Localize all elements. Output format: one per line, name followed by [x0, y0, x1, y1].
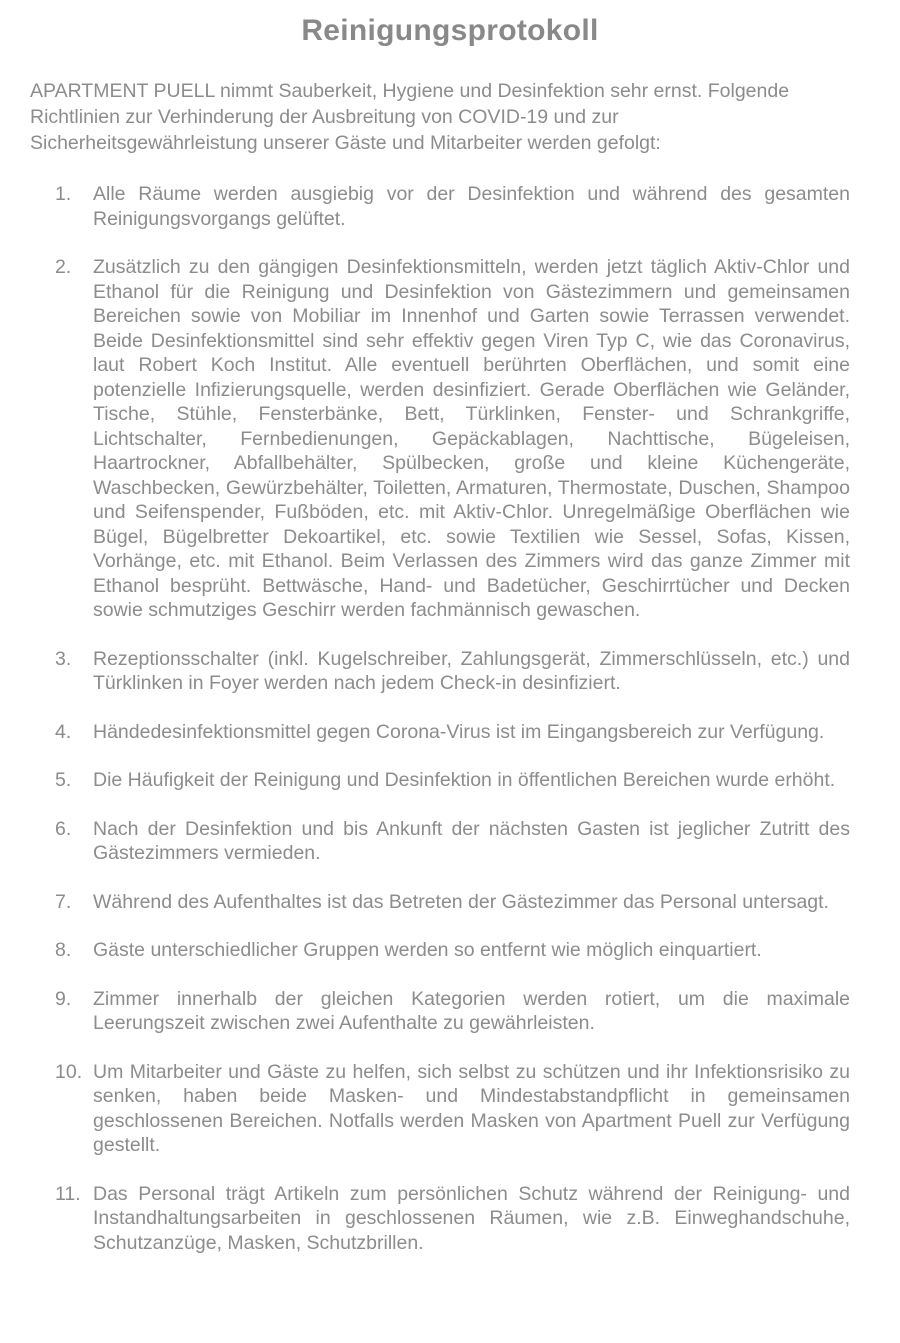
list-item: [30, 768, 850, 793]
document-body: [0, 48, 900, 1255]
list-item: [30, 255, 850, 623]
list-item-number: 10.: [55, 1060, 83, 1083]
list-item-text: Die Häufigkeit der Reinigung und Desinfektion in öffentlichen Bereichen wurde erhöht.: [93, 769, 836, 791]
intro-paragraph: APARTMENT PUELL nimmt Sauberkeit, Hygiene und Desinfektion sehr ernst. Folgende Richtlinien zur Verhinderung der Ausbreitung von COVID-19 und zur Sicherheitsgewährleistung unserer Gäste und Mitarbeiter werden gefolgt:: [30, 80, 790, 154]
list-item-number: 6.: [55, 817, 72, 840]
list-item-number: 3.: [55, 647, 72, 670]
list-item-text: Nach der Desinfektion und bis Ankunft der nächsten Gasten ist jeglicher Zutritt des Gästezimmers vermieden.: [93, 817, 850, 864]
list-item-text: Um Mitarbeiter und Gäste zu helfen, sich selbst zu schützen und ihr Infektionsrisiko zu senken, haben beide Masken- und Mindestabstandpflicht in gemeinsamen geschlossenen Bereichen. Notfalls werden Masken von Apartment Puell zur Verfügung gestellt.: [93, 1060, 850, 1156]
list-item: [30, 987, 850, 1036]
list-item: [30, 817, 850, 866]
list-item-text: Zimmer innerhalb der gleichen Kategorien werden rotiert, um die maximale Leerungszeit zwischen zwei Aufenthalte zu gewährleisten.: [93, 987, 850, 1034]
list-item: [30, 938, 850, 963]
list-item-number: 4.: [55, 720, 72, 743]
page-title: Reinigungsprotokoll: [301, 14, 599, 47]
guidelines-list: [30, 182, 850, 1255]
list-item-number: 7.: [55, 890, 72, 913]
list-item-number: 11.: [55, 1182, 81, 1205]
list-item: [30, 1060, 850, 1158]
list-item-number: 8.: [55, 939, 72, 961]
list-item-text: Während des Aufenthaltes ist das Betreten der Gästezimmer das Personal untersagt.: [93, 890, 829, 913]
list-item: [30, 182, 850, 231]
list-item: [30, 720, 850, 745]
list-item-number: 1.: [55, 183, 72, 205]
list-item-text: Händedesinfektionsmittel gegen Corona-Virus ist im Eingangsbereich zur Verfügung.: [93, 720, 825, 743]
list-item-text: Gäste unterschiedlicher Gruppen werden so entfernt wie möglich einquartiert.: [93, 939, 762, 961]
list-item-text: Das Personal trägt Artikeln zum persönlichen Schutz während der Reinigung- und Instandhaltungsarbeiten in geschlossenen Räumen, wie z.B. Einweghandschuhe, Schutzanzüge, Masken, Schutzbrillen.: [93, 1182, 850, 1254]
list-item-text: Alle Räume werden ausgiebig vor der Desinfektion und während des gesamten Reinigungsvorgangs gelüftet.: [93, 183, 850, 230]
list-item-text: Rezeptionsschalter (inkl. Kugelschreiber, Zahlungsgerät, Zimmerschlüsseln, etc.) und Türklinken in Foyer werden nach jedem Check-in desinfiziert.: [93, 647, 850, 694]
list-item-number: 9.: [55, 987, 72, 1010]
list-item-number: 2.: [55, 256, 72, 278]
list-item: [30, 647, 850, 696]
list-item-number: 5.: [55, 769, 72, 791]
list-item: [30, 890, 850, 915]
list-item: [30, 1182, 850, 1256]
list-item-text: Zusätzlich zu den gängigen Desinfektionsmitteln, werden jetzt täglich Aktiv-Chlor und Ethanol für die Reinigung und Desinfektion von Gästezimmern und gemeinsamen Bereichen sowie von Mobiliar im Innenhof und Garten sowie Terrassen verwendet. Beide Desinfektionsmittel sind sehr effektiv gegen Viren Typ C, wie das Coronavirus, laut Robert Koch Institut. Alle eventuell berührten Oberflächen, und somit eine potenzielle Infizierungsquelle, werden desinfiziert. Gerade Oberflächen wie Geländer, Tische, Stühle, Fensterbänke, Bett, Türklinken, Fenster- und Schrankgriffe, Lichtschalter, Fernbedienungen, Gepäckablagen, Nachttische, Bügeleisen, Haartrockner, Abfallbehälter, Spülbecken, große und kleine Küchengeräte, Waschbecken, Gewürzbehälter, Toiletten, Armaturen, Thermostate, Duschen, Shampoo und Seifenspender, Fußböden, etc. mit Aktiv-Chlor. Unregelmäßige Oberflächen wie Bügel, Bügelbretter Dekoartikel, etc. sowie Textilien wie Sessel, Sofas, Kissen, Vorhänge, etc. mit Ethanol. Beim Verlassen des Zimmers wird das ganze Zimmer mit Ethanol besprüht. Bettwäsche, Hand- und Badetücher, Geschirrtücher und Decken sowie schmutziges Geschirr werden fachmännisch gewaschen.: [93, 256, 850, 621]
